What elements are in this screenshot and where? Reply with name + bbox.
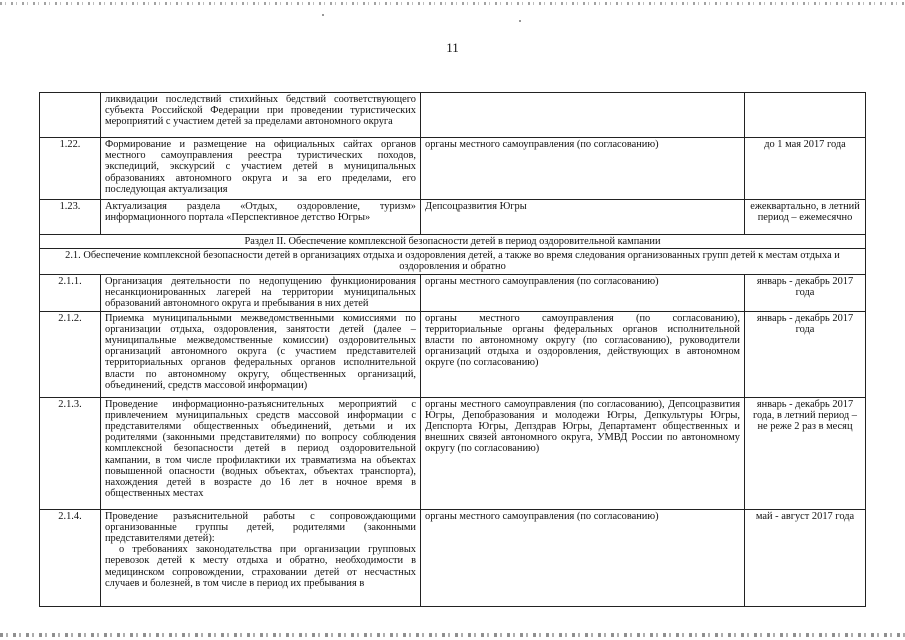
row-number: 1.23. — [40, 200, 101, 235]
row-responsible: органы местного самоуправления (по согласованию) — [421, 138, 745, 200]
row-term: ежеквартально, в летний период – ежемесячно — [745, 200, 866, 235]
page-number: 11 — [446, 40, 459, 55]
row-description: Приемка муниципальными межведомственными комиссиями по организации отдыха, оздоровления, занятости детей (далее – муниципальные межведомственные комиссии) оздоровительных организаций автономного округа (с участием представителей территориальных органов федеральных органов исполнительной власти по автономному округу, общественных организаций, объединений, средств массовой информации) — [101, 311, 421, 397]
row-number — [40, 93, 101, 138]
row-description-item: о требованиях законодательства при организации групповых перевозок детей к месту отдыха и обратно, необходимости в медицинском сопровождении, страховании детей от несчастных случаев и болезней, в том числе в период их пребывания в — [105, 544, 416, 589]
row-term: январь - декабрь 2017 года — [745, 274, 866, 311]
row-responsible — [421, 93, 745, 138]
row-responsible: органы местного самоуправления (по согласованию), Депсоцразвития Югры, Депобразования и молодежи Югры, Депкультуры Югры, Депспорта Югры, Депздрав Югры, Департамент общественных и внешних связей автономного округа, УМВД России по автономному округу (по согласованию) — [421, 397, 745, 509]
row-description: Формирование и размещение на официальных сайтах органов местного самоуправления реестра туристических походов, экспедиций, экскурсий с участием детей в муниципальных образованиях автономного округа и за его пределами, его последующая актуализация — [101, 138, 421, 200]
table-row — [40, 200, 866, 235]
row-responsible: органы местного самоуправления (по согласованию) — [421, 509, 745, 606]
scan-artifact-top — [0, 2, 905, 5]
section-header-row — [40, 235, 866, 249]
row-description: Актуализация раздела «Отдых, оздоровление, туризм» информационного портала «Перспективное детство Югры» — [101, 200, 421, 235]
row-description-intro: Проведение разъяснительной работы с сопровождающими организованные группы детей, родителями (законными представителями детей): — [105, 510, 416, 545]
row-number: 2.1.2. — [40, 311, 101, 397]
section-title: Раздел II. Обеспечение комплексной безопасности детей в период оздоровительной кампании — [40, 235, 866, 249]
row-description — [101, 509, 421, 606]
table-row — [40, 93, 866, 138]
row-description: Проведение информационно-разъяснительных мероприятий с привлечением муниципальных средств массовой информации с представителями общественных объединений, детьми и их родителями (законными представителями) по вопросу соблюдения комплексной безопасности детей в период оздоровительной кампании, в том числе профилактики их травматизма на объектах повышенной опасности (водных объектах, объектах транспорта), нахождения детей в возрасте до 16 лет в ночное время в общественных местах — [101, 397, 421, 509]
row-number: 2.1.3. — [40, 397, 101, 509]
action-plan-table — [39, 92, 866, 607]
scan-speck — [519, 20, 521, 22]
scan-speck — [322, 14, 324, 16]
row-number: 2.1.4. — [40, 509, 101, 606]
row-responsible: Депсоцразвития Югры — [421, 200, 745, 235]
subsection-header-row — [40, 249, 866, 274]
row-description: ликвидации последствий стихийных бедствий соответствующего субъекта Российской Федерации при проведении туристических мероприятий с участием детей за пределами автономного округа — [101, 93, 421, 138]
row-responsible: органы местного самоуправления (по согласованию) — [421, 274, 745, 311]
table-row — [40, 397, 866, 509]
table-row — [40, 274, 866, 311]
row-description: Организация деятельности по недопущению функционирования несанкционированных лагерей на территории муниципальных образований автономного округа и пребывания в них детей — [101, 274, 421, 311]
row-number: 1.22. — [40, 138, 101, 200]
row-term: январь - декабрь 2017 года, в летний период – не реже 2 раз в месяц — [745, 397, 866, 509]
row-number: 2.1.1. — [40, 274, 101, 311]
table-row — [40, 138, 866, 200]
subsection-title: 2.1. Обеспечение комплексной безопасности детей в организациях отдыха и оздоровления детей, а также во время следования организованных групп детей к местам отдыха и оздоровления и обратно — [40, 249, 866, 274]
row-term — [745, 93, 866, 138]
row-term: май - август 2017 года — [745, 509, 866, 606]
row-responsible: органы местного самоуправления (по согласованию), территориальные органы федеральных органов исполнительной власти по автономному округу (по согласованию), руководители организаций отдыха и оздоровления, действующих в автономном округе (по согласованию) — [421, 311, 745, 397]
row-term: до 1 мая 2017 года — [745, 138, 866, 200]
row-term: январь - декабрь 2017 года — [745, 311, 866, 397]
table-row — [40, 311, 866, 397]
scan-artifact-bottom — [0, 633, 905, 637]
table-row — [40, 509, 866, 606]
